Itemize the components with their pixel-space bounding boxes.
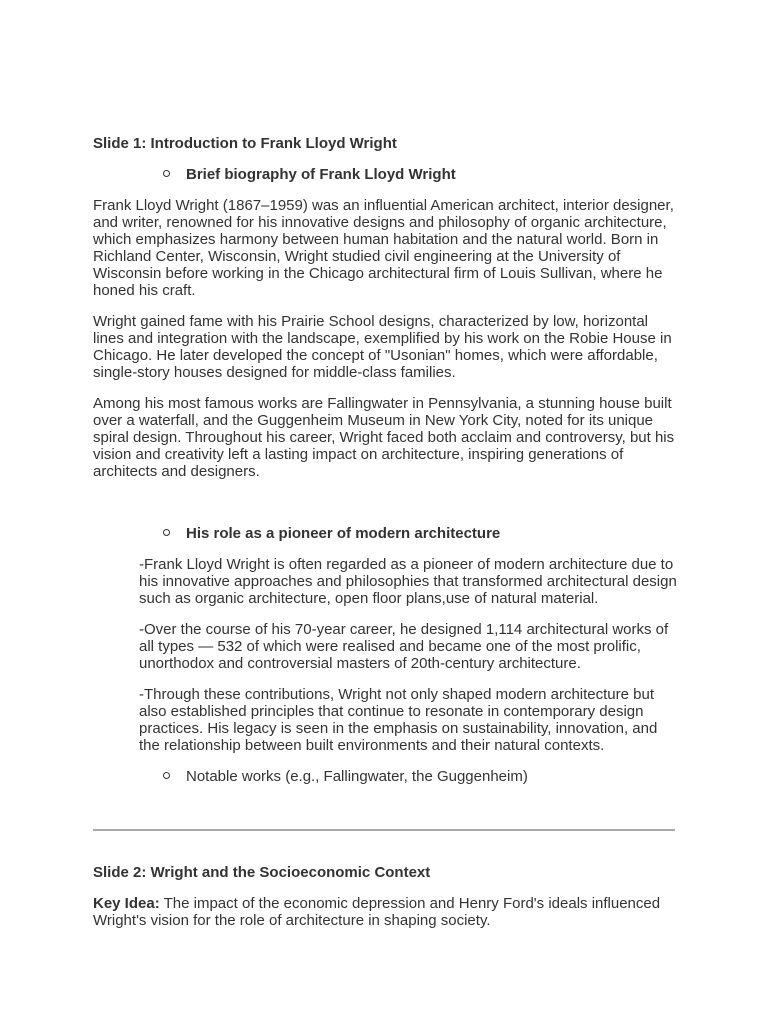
bullet-pioneer-label: His role as a pioneer of modern architecture	[186, 525, 501, 542]
bullet-notable-works	[163, 768, 678, 785]
slide2-section	[93, 864, 678, 929]
section-divider	[93, 829, 675, 831]
slide2-title	[93, 864, 678, 881]
bullet-biography	[163, 166, 678, 183]
slide2-title-rest: Wright and the Socioeconomic Context	[150, 864, 431, 881]
pioneer-paragraph-2: -Over the course of his 70-year career, he designed 1,114 architectural works of all types — 532 of which were realised and became one of the most prolific, unorthodox and controversial masters of 20th-century architecture.	[139, 621, 669, 672]
bullet-circle-icon	[163, 170, 170, 177]
slide1-title: Slide 1: Introduction to Frank Lloyd Wright	[93, 135, 397, 152]
key-idea-paragraph	[93, 895, 678, 929]
bullet-circle-icon	[163, 529, 170, 536]
slide2-title-prefix: Slide 2:	[93, 864, 147, 881]
pioneer-paragraph-1: -Frank Lloyd Wright is often regarded as a pioneer of modern architecture due to his innovative approaches and philosophies that transformed architectural design such as organic architecture, open floor plans,use of natural material.	[139, 556, 677, 607]
pioneer-paragraph-3: -Through these contributions, Wright not only shaped modern architecture but also established principles that continue to resonate in contemporary design practices. His legacy is seen in the emphasis on sustainability, innovation, and the relationship between built environments and their natural contexts.	[139, 686, 658, 754]
bullet-circle-icon	[163, 772, 170, 779]
bio-paragraph-2: Wright gained fame with his Prairie School designs, characterized by low, horizontal lines and integration with the landscape, exemplified by his work on the Robie House in Chicago. He later developed the concept of "Usonian" homes, which were affordable, single-story houses designed for middle-class families.	[93, 313, 672, 381]
key-idea-text: The impact of the economic depression and Henry Ford's ideals influenced Wright's vision for the role of architecture in shaping society.	[93, 895, 661, 929]
bullet-notable-works-label: Notable works (e.g., Fallingwater, the Guggenheim)	[186, 768, 528, 785]
bullet-biography-label: Brief biography of Frank Lloyd Wright	[186, 166, 456, 183]
bullet-pioneer	[163, 525, 678, 542]
bio-paragraph-3: Among his most famous works are Fallingwater in Pennsylvania, a stunning house built over a waterfall, and the Guggenheim Museum in New York City, noted for its unique spiral design. Throughout his career, Wright faced both acclaim and controversy, but his vision and creativity left a lasting impact on architecture, inspiring generations of architects and designers.	[93, 395, 675, 480]
bio-paragraph-1: Frank Lloyd Wright (1867–1959) was an influential American architect, interior designer, and writer, renowned for his innovative designs and philosophy of organic architecture, which emphasizes harmony between human habitation and the natural world. Born in Richland Center, Wisconsin, Wright studied civil engineering at the University of Wisconsin before working in the Chicago architectural firm of Louis Sullivan, where he honed his craft.	[93, 197, 674, 299]
slide1-section	[93, 135, 678, 785]
key-idea-label: Key Idea:	[93, 895, 160, 912]
